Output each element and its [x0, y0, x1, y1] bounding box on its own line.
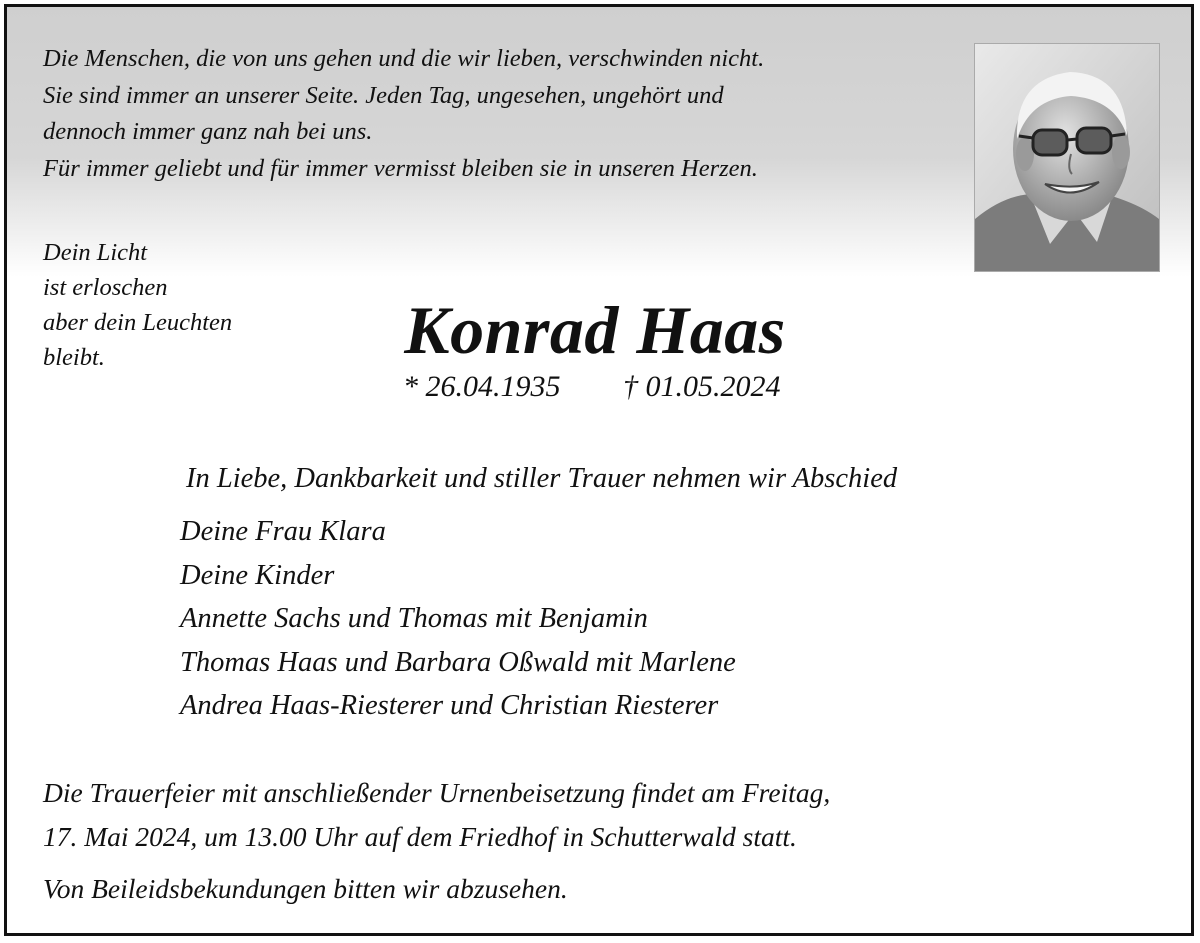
mourner-entry: Thomas Haas und Barbara Oßwald mit Marlene	[180, 646, 736, 678]
ceremony-line: Die Trauerfeier mit anschließender Urnenbeisetzung findet am Freitag,	[43, 777, 831, 808]
condolence-note: Von Beileidsbekundungen bitten wir abzusehen.	[43, 873, 568, 904]
farewell-line: In Liebe, Dankbarkeit und stiller Trauer nehmen wir Abschied	[186, 463, 898, 494]
mourners-list	[180, 510, 736, 728]
ceremony-line: 17. Mai 2024, um 13.00 Uhr auf dem Friedhof in Schutterwald statt.	[43, 821, 797, 852]
quote-line: Für immer geliebt und für immer vermisst bleiben sie in unseren Herzen.	[43, 154, 758, 182]
mourner-entry: Annette Sachs und Thomas mit Benjamin	[180, 603, 648, 634]
obituary-notice	[4, 4, 1194, 936]
deceased-name-heading	[7, 287, 1191, 373]
motto-line: ist erloschen	[43, 274, 168, 301]
motto-line: aber dein Leuchten	[43, 309, 233, 336]
mourner-entry: Andrea Haas-Riesterer und Christian Riesterer	[180, 690, 719, 721]
deceased-name: Konrad Haas	[404, 292, 786, 368]
memorial-quote	[43, 41, 764, 187]
life-dates	[403, 367, 781, 407]
death-date: † 01.05.2024	[623, 370, 781, 403]
mourner-entry: Deine Kinder	[180, 559, 335, 591]
motto-line: Dein Licht	[43, 239, 148, 266]
quote-line: Die Menschen, die von uns gehen und die wir lieben, verschwinden nicht.	[43, 45, 765, 72]
portrait-photo	[974, 43, 1160, 272]
quote-line: Sie sind immer an unserer Seite. Jeden Tag, ungesehen, ungehört und	[43, 81, 724, 109]
quote-line: dennoch immer ganz nah bei uns.	[43, 118, 373, 145]
motto-line: bleibt.	[43, 344, 105, 371]
birth-date: * 26.04.1935	[403, 370, 561, 403]
mourner-entry: Deine Frau Klara	[180, 516, 386, 547]
ceremony-details	[43, 771, 830, 859]
